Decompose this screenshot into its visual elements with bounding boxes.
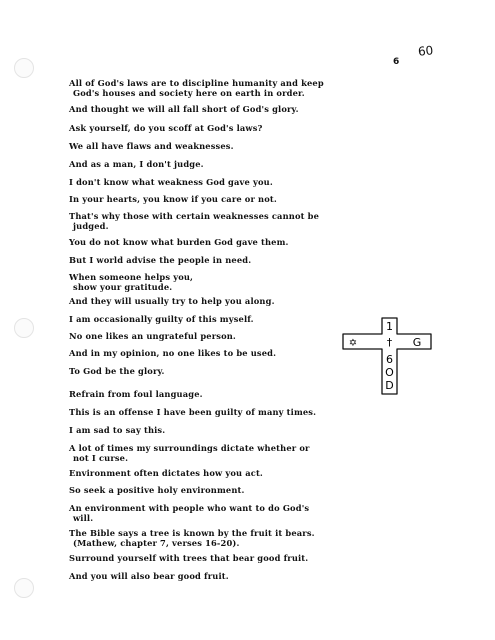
line-text: In your hearts, you know if you care or not.	[69, 194, 277, 204]
text-line	[69, 443, 310, 463]
line-text: And they will usually try to help you along.	[69, 296, 275, 306]
text-line	[69, 211, 319, 231]
line-text: And thought we will all fall short of God's glory.	[69, 104, 299, 114]
line-text: I am occasionally guilty of this myself.	[69, 314, 254, 324]
hand-drawn-cross	[340, 316, 435, 396]
line-text: An environment with people who want to do God's	[69, 503, 310, 513]
punch-hole	[14, 58, 34, 78]
line-text: This is an offense I have been guilty of many times.	[69, 407, 317, 417]
line-text: That's why those with certain weaknesses cannot be	[69, 211, 320, 221]
text-line	[69, 553, 308, 563]
text-line	[69, 78, 324, 98]
page-number-handwritten: 60	[417, 43, 434, 59]
text-line	[69, 331, 236, 341]
line-text: The Bible says a tree is known by the fruit it bears.	[69, 528, 315, 538]
line-text: No one likes an ungrateful person.	[69, 331, 236, 341]
text-line	[69, 348, 276, 358]
text-line	[69, 389, 203, 399]
line-text-continued: not I curse.	[73, 453, 129, 463]
text-line	[69, 194, 277, 204]
text-line	[69, 159, 204, 169]
page-number-printed: 6	[393, 57, 400, 67]
line-text: To God be the glory.	[69, 366, 165, 376]
line-text: Surround yourself with trees that bear good fruit.	[69, 553, 309, 563]
line-text: We all have flaws and weaknesses.	[69, 141, 234, 151]
text-line	[69, 425, 165, 435]
line-text: And as a man, I don't judge.	[69, 159, 204, 169]
line-text-continued: (Mathew, chapter 7, verses 16-20).	[73, 538, 240, 548]
line-text: Environment often dictates how you act.	[69, 468, 263, 478]
text-line	[69, 314, 254, 324]
line-text: And you will also bear good fruit.	[69, 571, 229, 581]
line-text: When someone helps you,	[69, 272, 194, 282]
text-line	[69, 237, 289, 247]
line-text: And in my opinion, no one likes to be used.	[69, 348, 277, 358]
text-line	[69, 528, 315, 548]
line-text: Refrain from foul language.	[69, 389, 203, 399]
line-text: You do not know what burden God gave them.	[69, 237, 289, 247]
cross-text-lower: 6	[386, 353, 393, 366]
text-line	[69, 177, 273, 187]
text-line	[69, 104, 299, 114]
punch-hole	[14, 578, 34, 598]
line-text: I am sad to say this.	[69, 425, 166, 435]
cross-text-lower: D	[385, 379, 394, 392]
cross-text-right: G	[412, 336, 422, 349]
cross-text-center: †	[386, 336, 393, 349]
text-line	[69, 366, 165, 376]
line-text: A lot of times my surroundings dictate whether or	[69, 443, 310, 453]
star-of-david-icon: ✡	[348, 338, 358, 349]
text-line	[69, 272, 193, 292]
text-line	[69, 141, 234, 151]
text-line	[69, 255, 251, 265]
line-text-continued: will.	[73, 513, 94, 523]
line-text: I don't know what weakness God gave you.	[69, 177, 273, 187]
line-text: Ask yourself, do you scoff at God's laws?	[69, 123, 263, 133]
line-text: So seek a positive holy environment.	[69, 485, 245, 495]
line-text: But I world advise the people in need.	[69, 255, 252, 265]
text-line	[69, 407, 316, 417]
punch-hole	[14, 318, 34, 338]
text-line	[69, 468, 263, 478]
text-line	[69, 296, 275, 306]
text-line	[69, 571, 229, 581]
line-text-continued: show your gratitude.	[73, 282, 173, 292]
line-text-continued: God's houses and society here on earth in order.	[73, 88, 305, 98]
cross-text-lower: O	[385, 366, 394, 379]
text-line	[69, 485, 245, 495]
cross-text-top: 1	[386, 320, 393, 333]
line-text-continued: judged.	[73, 221, 109, 231]
text-line	[69, 123, 263, 133]
line-text: All of God's laws are to discipline humanity and keep	[69, 78, 324, 88]
text-line	[69, 503, 309, 523]
